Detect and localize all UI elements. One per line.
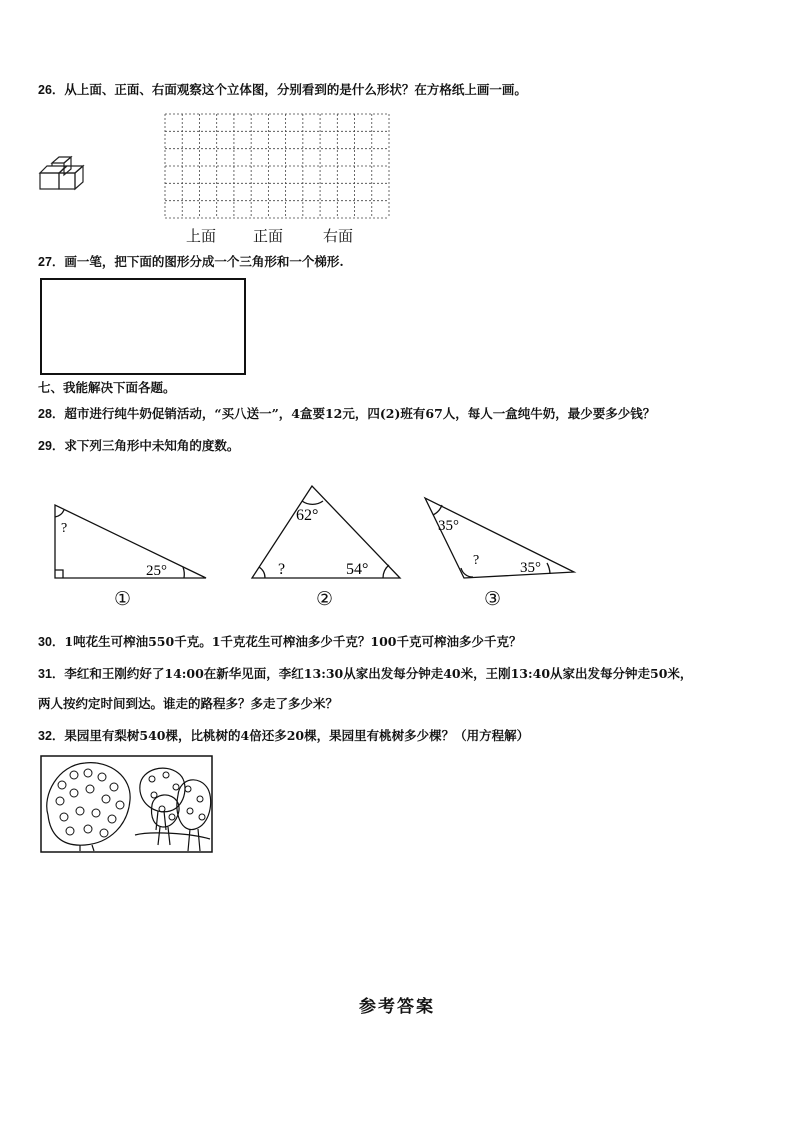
orchard-trees-illustration (40, 755, 213, 853)
section-heading: 七、我能解决下面各题。 (38, 380, 176, 395)
t2-unknown-angle: ? (278, 561, 286, 578)
question-28 (38, 405, 655, 423)
rectangle-figure[interactable] (40, 278, 246, 375)
question-text: 从上面、正面、右面观察这个立体图，分别看到的是什么形状？在方格纸上画一画。 (64, 82, 527, 97)
t3-left-angle: 35° (438, 518, 459, 534)
question-number: 32． (38, 729, 65, 743)
question-text: 果园里有梨树540棵，比桃树的4倍还多20棵，果园里有桃树多少棵？（用方程解） (64, 728, 530, 743)
cube-solid-figure (36, 155, 92, 195)
question-31 (38, 665, 692, 683)
t2-top-angle: 62° (296, 507, 319, 524)
view-label-right: 右面 (323, 227, 354, 245)
question-29 (38, 437, 239, 455)
question-number: 30． (38, 635, 65, 649)
view-label-top: 上面 (186, 227, 217, 245)
t1-known-angle: 25° (146, 563, 167, 579)
question-number: 31． (38, 667, 65, 681)
triangle-3 (425, 498, 574, 578)
question-32 (38, 727, 529, 745)
question-number: 26． (38, 83, 65, 97)
question-text: 1吨花生可榨油550千克。1千克花生可榨油多少千克？100千克可榨油多少千克？ (64, 634, 522, 649)
question-text: 李红和王刚约好了14:00在新华见面，李红13:30从家出发每分钟走40米，王刚13:40从家出发每分钟走50米， (64, 666, 693, 681)
triangles-figure (40, 480, 600, 590)
triangle-2-label: ② (316, 588, 334, 610)
t2-right-angle: 54° (346, 561, 369, 578)
question-31-line-2: 两人按约定时间到达。谁走的路程多？多走了多少米？ (38, 696, 339, 711)
question-27 (38, 253, 344, 271)
triangle-1-label: ① (114, 588, 132, 610)
triangle-3-label: ③ (484, 588, 502, 610)
view-label-front: 正面 (253, 227, 284, 245)
question-text: 画一笔，把下面的图形分成一个三角形和一个梯形. (64, 254, 344, 269)
t3-unknown-angle: ? (473, 553, 480, 568)
dashed-grid-paper[interactable] (164, 113, 390, 219)
t1-unknown-angle: ? (61, 521, 68, 536)
question-26 (38, 81, 527, 99)
question-number: 27． (38, 255, 65, 269)
answer-section-title: 参考答案 (359, 997, 435, 1017)
t3-right-angle: 35° (520, 560, 541, 576)
triangle-2 (252, 486, 400, 578)
question-text: 超市进行纯牛奶促销活动，“买八送一”，4盒要12元，四(2)班有67人，每人一盒纯牛奶，最少要多少钱？ (64, 406, 656, 421)
question-30 (38, 633, 522, 651)
question-number: 28． (38, 407, 65, 421)
question-text: 求下列三角形中未知角的度数。 (64, 438, 240, 453)
question-number: 29． (38, 439, 65, 453)
